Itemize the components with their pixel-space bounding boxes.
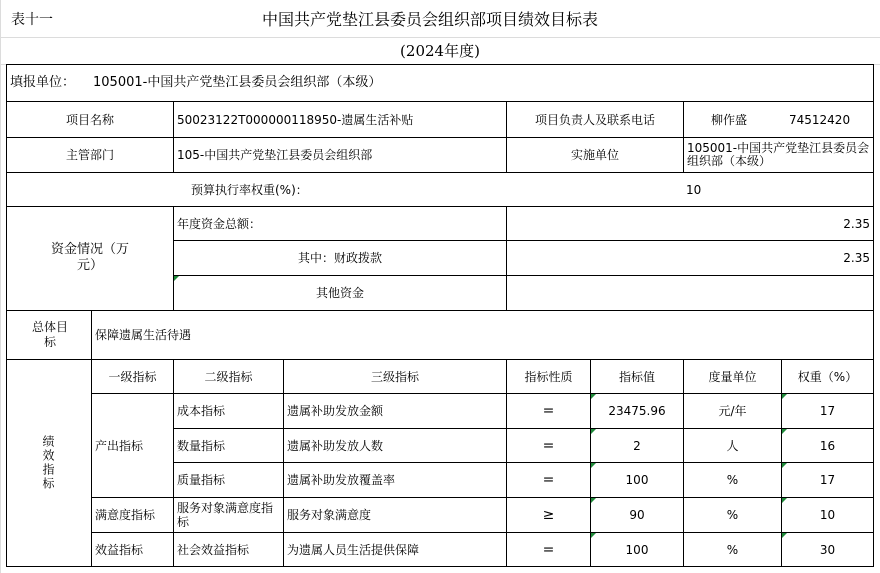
border <box>873 64 874 567</box>
header-level3: 三级指标 <box>370 369 419 384</box>
cell-marker-icon <box>591 429 596 434</box>
row-level3: 遗属补助发放覆盖率 <box>287 473 396 487</box>
row-level3: 遗属补助发放金额 <box>287 404 384 418</box>
gridline <box>0 0 1 573</box>
level1-output: 产出指标 <box>95 438 144 453</box>
row-value: 2 <box>633 438 641 453</box>
page-title: 中国共产党垫江县委员会组织部项目绩效目标表 <box>261 10 598 29</box>
row-level3: 为遗属人员生活提供保障 <box>287 542 420 557</box>
cell-marker-icon <box>782 463 787 468</box>
row-value: 90 <box>629 508 645 522</box>
row-level2: 社会效益指标 <box>177 542 250 557</box>
row-level2: 成本指标 <box>177 404 226 418</box>
border <box>6 566 874 567</box>
cell-marker-icon <box>174 276 179 281</box>
dept-label: 主管部门 <box>65 148 114 162</box>
row-level2: 服务对象满意度指标 <box>177 501 274 529</box>
cell-marker-icon <box>782 498 787 503</box>
row-unit: 元/年 <box>718 404 747 418</box>
row-weight: 17 <box>819 404 836 418</box>
sheet-label: 表十一 <box>11 12 53 28</box>
cell-marker-icon <box>591 463 596 468</box>
project-name-label: 项目名称 <box>65 112 114 127</box>
row-nature: = <box>542 541 555 558</box>
row-level3: 遗属补助发放人数 <box>287 438 384 453</box>
funds-label: 资金情况（万元） <box>50 242 129 273</box>
row-nature: = <box>542 472 555 488</box>
funds-total-value: 2.35 <box>843 216 870 231</box>
cell-marker-icon <box>591 498 596 503</box>
row-weight: 30 <box>819 542 836 557</box>
impl-value: 105001-中国共产党垫江县委员会组织部（本级） <box>687 141 870 168</box>
funds-fiscal-value: 2.35 <box>843 251 870 265</box>
cell-marker-icon <box>782 394 787 399</box>
contact-name: 柳作盛 <box>711 112 748 127</box>
row-weight: 10 <box>819 508 836 522</box>
row-value: 100 <box>625 542 649 557</box>
funds-fiscal-label: 其中：财政拨款 <box>297 251 382 265</box>
unit-value: 105001-中国共产党垫江县委员会组织部（本级） <box>93 75 382 90</box>
row-value: 23475.96 <box>608 404 666 418</box>
cell-marker-icon <box>782 429 787 434</box>
budget-weight-value: 10 <box>686 182 702 197</box>
header-unit: 度量单位 <box>708 369 757 384</box>
funds-total-label: 年度资金总额： <box>177 216 262 231</box>
level1-satisfaction: 满意度指标 <box>95 508 156 522</box>
border <box>6 64 874 65</box>
header-nature: 指标性质 <box>524 369 573 384</box>
row-nature: = <box>542 437 555 454</box>
dept-value: 105-中国共产党垫江县委员会组织部 <box>177 148 373 162</box>
header-level2: 二级指标 <box>204 369 253 384</box>
cell-marker-icon <box>591 394 596 399</box>
unit-label: 填报单位： <box>10 75 76 90</box>
level1-benefit: 效益指标 <box>95 542 144 557</box>
row-level2: 数量指标 <box>177 438 226 453</box>
border <box>6 172 874 173</box>
year-subtitle: (2024年度) <box>400 42 480 60</box>
row-nature: ≥ <box>542 507 555 523</box>
contact-phone: 74512420 <box>789 112 851 127</box>
header-weight: 权重（%） <box>797 369 858 384</box>
funds-other-label: 其他资金 <box>315 286 364 300</box>
project-name-value: 50023122T000000118950-遗属生活补贴 <box>177 112 414 127</box>
header-value: 指标值 <box>618 369 655 384</box>
row-weight: 16 <box>819 438 836 453</box>
impl-label: 实施单位 <box>570 148 619 162</box>
row-unit: % <box>726 473 739 487</box>
cell-marker-icon <box>782 533 787 538</box>
row-value: 100 <box>625 473 649 487</box>
perf-label: 绩效指标 <box>41 435 55 491</box>
budget-weight-label: 预算执行率权重(%)： <box>191 182 308 197</box>
row-level2: 质量指标 <box>177 473 226 487</box>
contact-label: 项目负责人及联系电话 <box>534 112 655 127</box>
cell-marker-icon <box>591 533 596 538</box>
row-nature: = <box>542 403 555 419</box>
row-unit: % <box>726 542 739 557</box>
row-unit: 人 <box>726 438 739 453</box>
row-weight: 17 <box>819 473 836 487</box>
goal-value: 保障遗属生活待遇 <box>95 328 192 342</box>
goal-label: 总体目标 <box>31 320 68 349</box>
row-level3: 服务对象满意度 <box>287 508 372 522</box>
row-unit: % <box>726 508 739 522</box>
header-level1: 一级指标 <box>108 369 157 384</box>
